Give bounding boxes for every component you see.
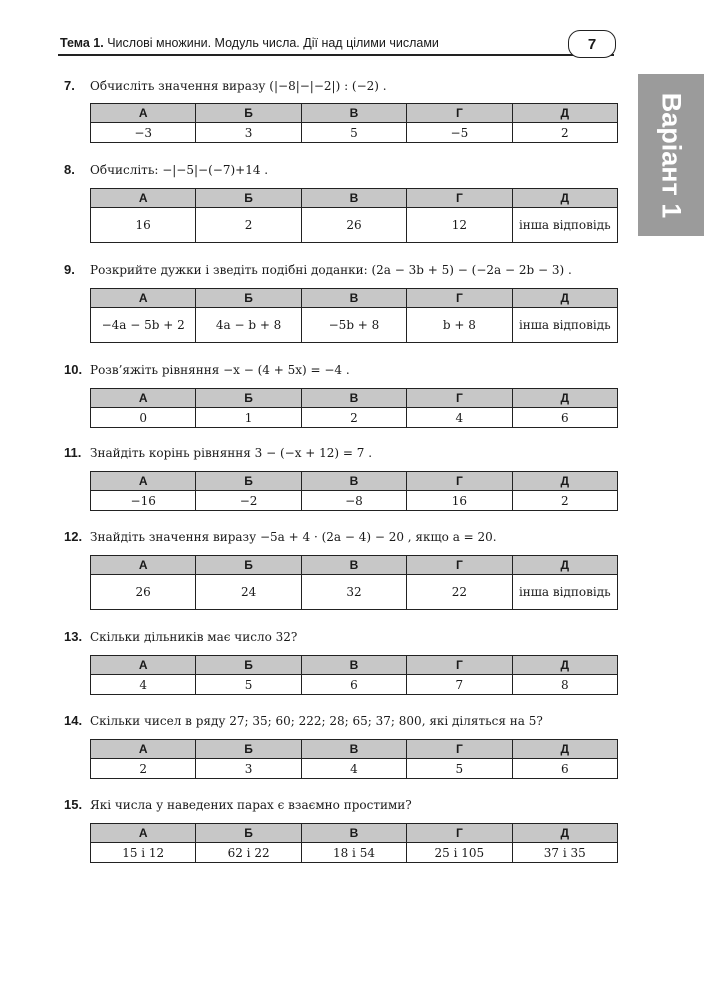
- letter-a: А: [91, 740, 196, 759]
- question-text: Знайдіть корінь рівняння 3 − (−x + 12) = 7 .: [90, 446, 373, 460]
- answer-cell: 5: [301, 123, 406, 143]
- letter-d: Д: [512, 556, 617, 575]
- answer-cell: 1: [196, 408, 301, 428]
- letter-b: Б: [196, 656, 301, 675]
- answer-cell: −5b + 8: [301, 308, 406, 343]
- answer-table-10: [90, 388, 618, 428]
- letter-v: В: [301, 189, 406, 208]
- answer-cell: 22: [407, 575, 512, 610]
- answer-cell: 26: [91, 575, 196, 610]
- letter-a: А: [91, 289, 196, 308]
- letter-d: Д: [512, 189, 617, 208]
- question-text: Скільки дільників має число 32?: [90, 630, 298, 644]
- letter-g: Г: [407, 656, 512, 675]
- answer-cell: 5: [196, 675, 301, 695]
- question-number: 14.: [64, 713, 83, 728]
- question-number: 11.: [64, 445, 82, 460]
- question-text: Які числа у наведених парах є взаємно простими?: [90, 798, 412, 812]
- answer-cell: 16: [91, 208, 196, 243]
- question-text: Розв’яжіть рівняння −x − (4 + 5x) = −4 .: [90, 363, 350, 377]
- answer-cell: 6: [512, 408, 617, 428]
- question-text: Обчисліть: −|−5|−(−7)+14 .: [90, 163, 269, 177]
- answer-cell: 2: [512, 123, 617, 143]
- letter-g: Г: [407, 556, 512, 575]
- question-text: Розкрийте дужки і зведіть подібні доданки: (2a − 3b + 5) − (−2a − 2b − 3) .: [90, 263, 572, 277]
- answer-cell: 37 і 35: [512, 843, 617, 863]
- answer-table-8: [90, 188, 618, 243]
- question-text: Обчисліть значення виразу (|−8|−|−2|) : (−2) .: [90, 79, 387, 93]
- letter-v: В: [301, 740, 406, 759]
- answer-table-9: [90, 288, 618, 343]
- letter-b: Б: [196, 289, 301, 308]
- answer-cell: 25 і 105: [407, 843, 512, 863]
- answer-cell: −16: [91, 491, 196, 511]
- answer-cell: інша відповідь: [512, 575, 617, 610]
- answer-table-12: [90, 555, 618, 610]
- answer-cell: 4: [301, 759, 406, 779]
- answer-cell: 18 і 54: [301, 843, 406, 863]
- answer-cell: 32: [301, 575, 406, 610]
- letter-a: А: [91, 656, 196, 675]
- letter-v: В: [301, 104, 406, 123]
- question-number: 10.: [64, 362, 83, 377]
- letter-v: В: [301, 556, 406, 575]
- answer-cell: 24: [196, 575, 301, 610]
- variant-label: Варіант 1: [656, 92, 687, 218]
- header-topic-title: Числові множини. Модуль числа. Дії над цілими числами: [107, 36, 439, 50]
- letter-a: А: [91, 189, 196, 208]
- answer-cell: 8: [512, 675, 617, 695]
- page-header: [58, 30, 614, 58]
- question-text: Скільки чисел в ряду 27; 35; 60; 222; 28; 65; 37; 800, які діляться на 5?: [90, 714, 543, 728]
- answer-cell: 6: [301, 675, 406, 695]
- letter-g: Г: [407, 740, 512, 759]
- answer-cell: 7: [407, 675, 512, 695]
- letter-g: Г: [407, 189, 512, 208]
- answer-cell: 62 і 22: [196, 843, 301, 863]
- answer-cell: −4a − 5b + 2: [91, 308, 196, 343]
- answer-table-11: [90, 471, 618, 511]
- answer-cell: 4: [407, 408, 512, 428]
- letter-b: Б: [196, 389, 301, 408]
- answer-cell: −5: [407, 123, 512, 143]
- answer-cell: 3: [196, 759, 301, 779]
- letter-a: А: [91, 104, 196, 123]
- answer-cell: −2: [196, 491, 301, 511]
- letter-a: А: [91, 556, 196, 575]
- answer-cell: 16: [407, 491, 512, 511]
- letter-v: В: [301, 389, 406, 408]
- question-number: 8.: [64, 162, 75, 177]
- letter-g: Г: [407, 824, 512, 843]
- letter-b: Б: [196, 472, 301, 491]
- letter-g: Г: [407, 472, 512, 491]
- answer-cell: інша відповідь: [512, 208, 617, 243]
- letter-d: Д: [512, 289, 617, 308]
- letter-v: В: [301, 656, 406, 675]
- answer-cell: 26: [301, 208, 406, 243]
- header-rule: [58, 54, 614, 56]
- letter-d: Д: [512, 824, 617, 843]
- question-number: 12.: [64, 529, 83, 544]
- letter-v: В: [301, 472, 406, 491]
- letter-d: Д: [512, 472, 617, 491]
- answer-cell: 2: [196, 208, 301, 243]
- answer-table-15: [90, 823, 618, 863]
- page-number: 7: [568, 30, 616, 58]
- letter-a: А: [91, 389, 196, 408]
- answer-table-7: [90, 103, 618, 143]
- answer-cell: 4a − b + 8: [196, 308, 301, 343]
- letter-g: Г: [407, 389, 512, 408]
- answer-cell: b + 8: [407, 308, 512, 343]
- question-text: Знайдіть значення виразу −5a + 4 · (2a − 4) − 20 , якщо a = 20.: [90, 530, 497, 544]
- answer-cell: 6: [512, 759, 617, 779]
- answer-cell: 3: [196, 123, 301, 143]
- letter-d: Д: [512, 656, 617, 675]
- letter-a: А: [91, 824, 196, 843]
- answer-cell: 2: [91, 759, 196, 779]
- answer-cell: −3: [91, 123, 196, 143]
- letter-b: Б: [196, 824, 301, 843]
- answer-cell: 2: [512, 491, 617, 511]
- letter-g: Г: [407, 289, 512, 308]
- letter-b: Б: [196, 189, 301, 208]
- question-number: 15.: [64, 797, 83, 812]
- letter-b: Б: [196, 740, 301, 759]
- answer-cell: 2: [301, 408, 406, 428]
- answer-cell: 12: [407, 208, 512, 243]
- answer-cell: 15 і 12: [91, 843, 196, 863]
- letter-d: Д: [512, 740, 617, 759]
- letter-b: Б: [196, 556, 301, 575]
- question-number: 13.: [64, 629, 83, 644]
- answer-cell: −8: [301, 491, 406, 511]
- answer-cell: інша відповідь: [512, 308, 617, 343]
- answer-table-14: [90, 739, 618, 779]
- question-number: 9.: [64, 262, 75, 277]
- header-topic-label: Тема 1.: [60, 36, 104, 50]
- letter-b: Б: [196, 104, 301, 123]
- answer-cell: 0: [91, 408, 196, 428]
- answer-cell: 5: [407, 759, 512, 779]
- letter-d: Д: [512, 104, 617, 123]
- letter-g: Г: [407, 104, 512, 123]
- letter-v: В: [301, 289, 406, 308]
- question-number: 7.: [64, 78, 75, 93]
- letter-d: Д: [512, 389, 617, 408]
- header-title: [60, 36, 439, 50]
- answer-table-13: [90, 655, 618, 695]
- letter-a: А: [91, 472, 196, 491]
- letter-v: В: [301, 824, 406, 843]
- answer-cell: 4: [91, 675, 196, 695]
- variant-side-tab: [638, 74, 704, 236]
